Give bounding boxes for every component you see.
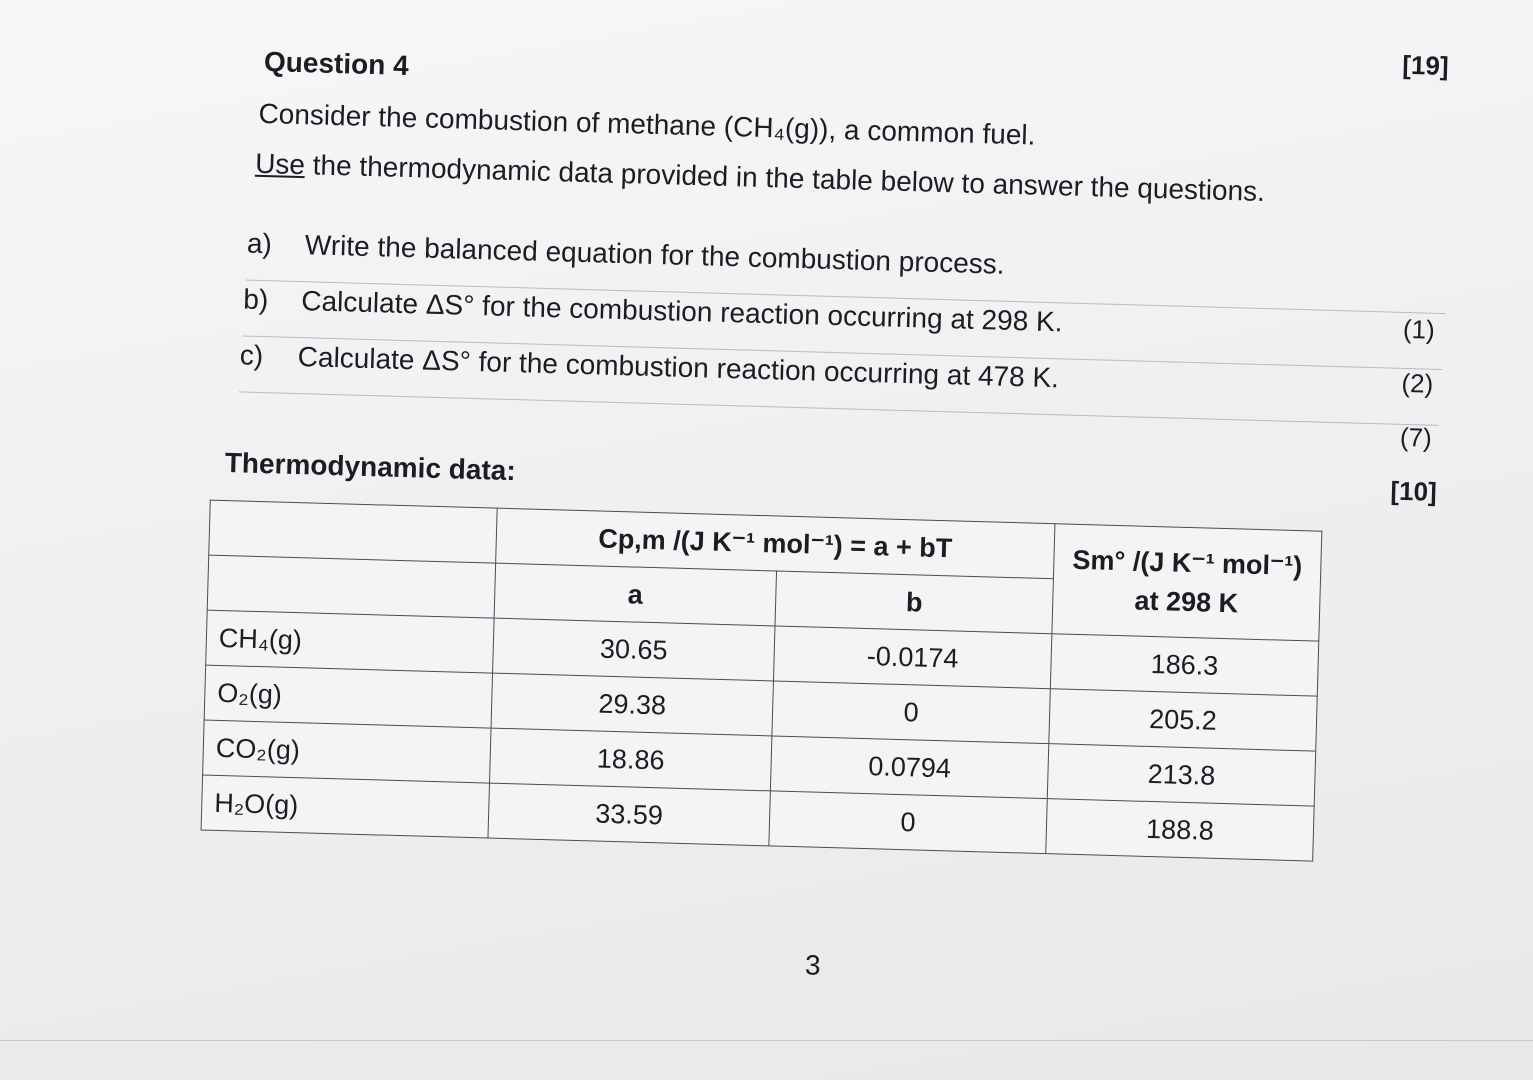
col-a-header: a: [494, 563, 776, 626]
footer-divider: [0, 1040, 1533, 1041]
mark-a: (1): [1402, 313, 1436, 345]
total-mark: [19]: [1401, 49, 1450, 82]
cp-header: Cp,m /(J K⁻¹ mol⁻¹) = a + bT: [496, 508, 1055, 579]
part-c-text: Calculate ΔS° for the combustion reaction occurring at 478 K.: [297, 341, 1060, 394]
sm-header: [1052, 524, 1322, 641]
b-cell: 0: [772, 681, 1050, 744]
table-corner-cell-2: [207, 555, 495, 618]
part-a-text: Write the balanced equation for the combustion process.: [304, 229, 1006, 280]
species-cell: O₂(g): [204, 665, 492, 728]
intro-line-2-rest: the thermodynamic data provided in the table below to answer the questions.: [304, 149, 1266, 207]
part-a: [247, 228, 1005, 281]
answer-rule-c: [239, 391, 1439, 426]
data-heading: Thermodynamic data:: [224, 447, 517, 487]
b-cell: 0.0794: [770, 736, 1048, 799]
a-cell: 29.38: [491, 673, 773, 736]
sm-header-line-2: at 298 K: [1134, 585, 1239, 618]
species-cell: CO₂(g): [203, 720, 491, 783]
part-b-label: b): [242, 283, 269, 316]
part-b-text: Calculate ΔS° for the combustion reaction occurring at 298 K.: [300, 285, 1063, 338]
col-b-header: b: [775, 571, 1053, 634]
subtotal-mark: [10]: [1390, 475, 1438, 507]
sm-header-line-1: Sm° /(J K⁻¹ mol⁻¹): [1072, 544, 1303, 581]
species-cell: CH₄(g): [206, 610, 494, 673]
a-cell: 30.65: [493, 618, 775, 681]
intro-line-1: Consider the combustion of methane (CH₄(g)), a common fuel.: [258, 97, 1036, 151]
sm-cell: 188.8: [1046, 799, 1314, 861]
b-cell: 0: [769, 791, 1047, 854]
mark-b: (2): [1401, 367, 1434, 399]
sm-cell: 186.3: [1050, 634, 1318, 696]
mark-c: (7): [1399, 421, 1433, 453]
b-cell: -0.0174: [773, 626, 1051, 689]
table-corner-cell: [209, 500, 497, 563]
a-cell: 33.59: [488, 783, 770, 846]
intro-line-2: [255, 148, 1266, 208]
a-cell: 18.86: [489, 728, 771, 791]
part-c-label: c): [239, 339, 264, 372]
thermo-table: [201, 500, 1323, 862]
question-title: Question 4: [263, 45, 410, 82]
part-a-label: a): [246, 227, 273, 260]
sm-cell: 205.2: [1049, 689, 1317, 751]
species-cell: H₂O(g): [201, 775, 489, 838]
page-number: 3: [804, 949, 822, 981]
intro-underlined-word: Use: [254, 147, 306, 181]
sm-cell: 213.8: [1047, 744, 1315, 806]
